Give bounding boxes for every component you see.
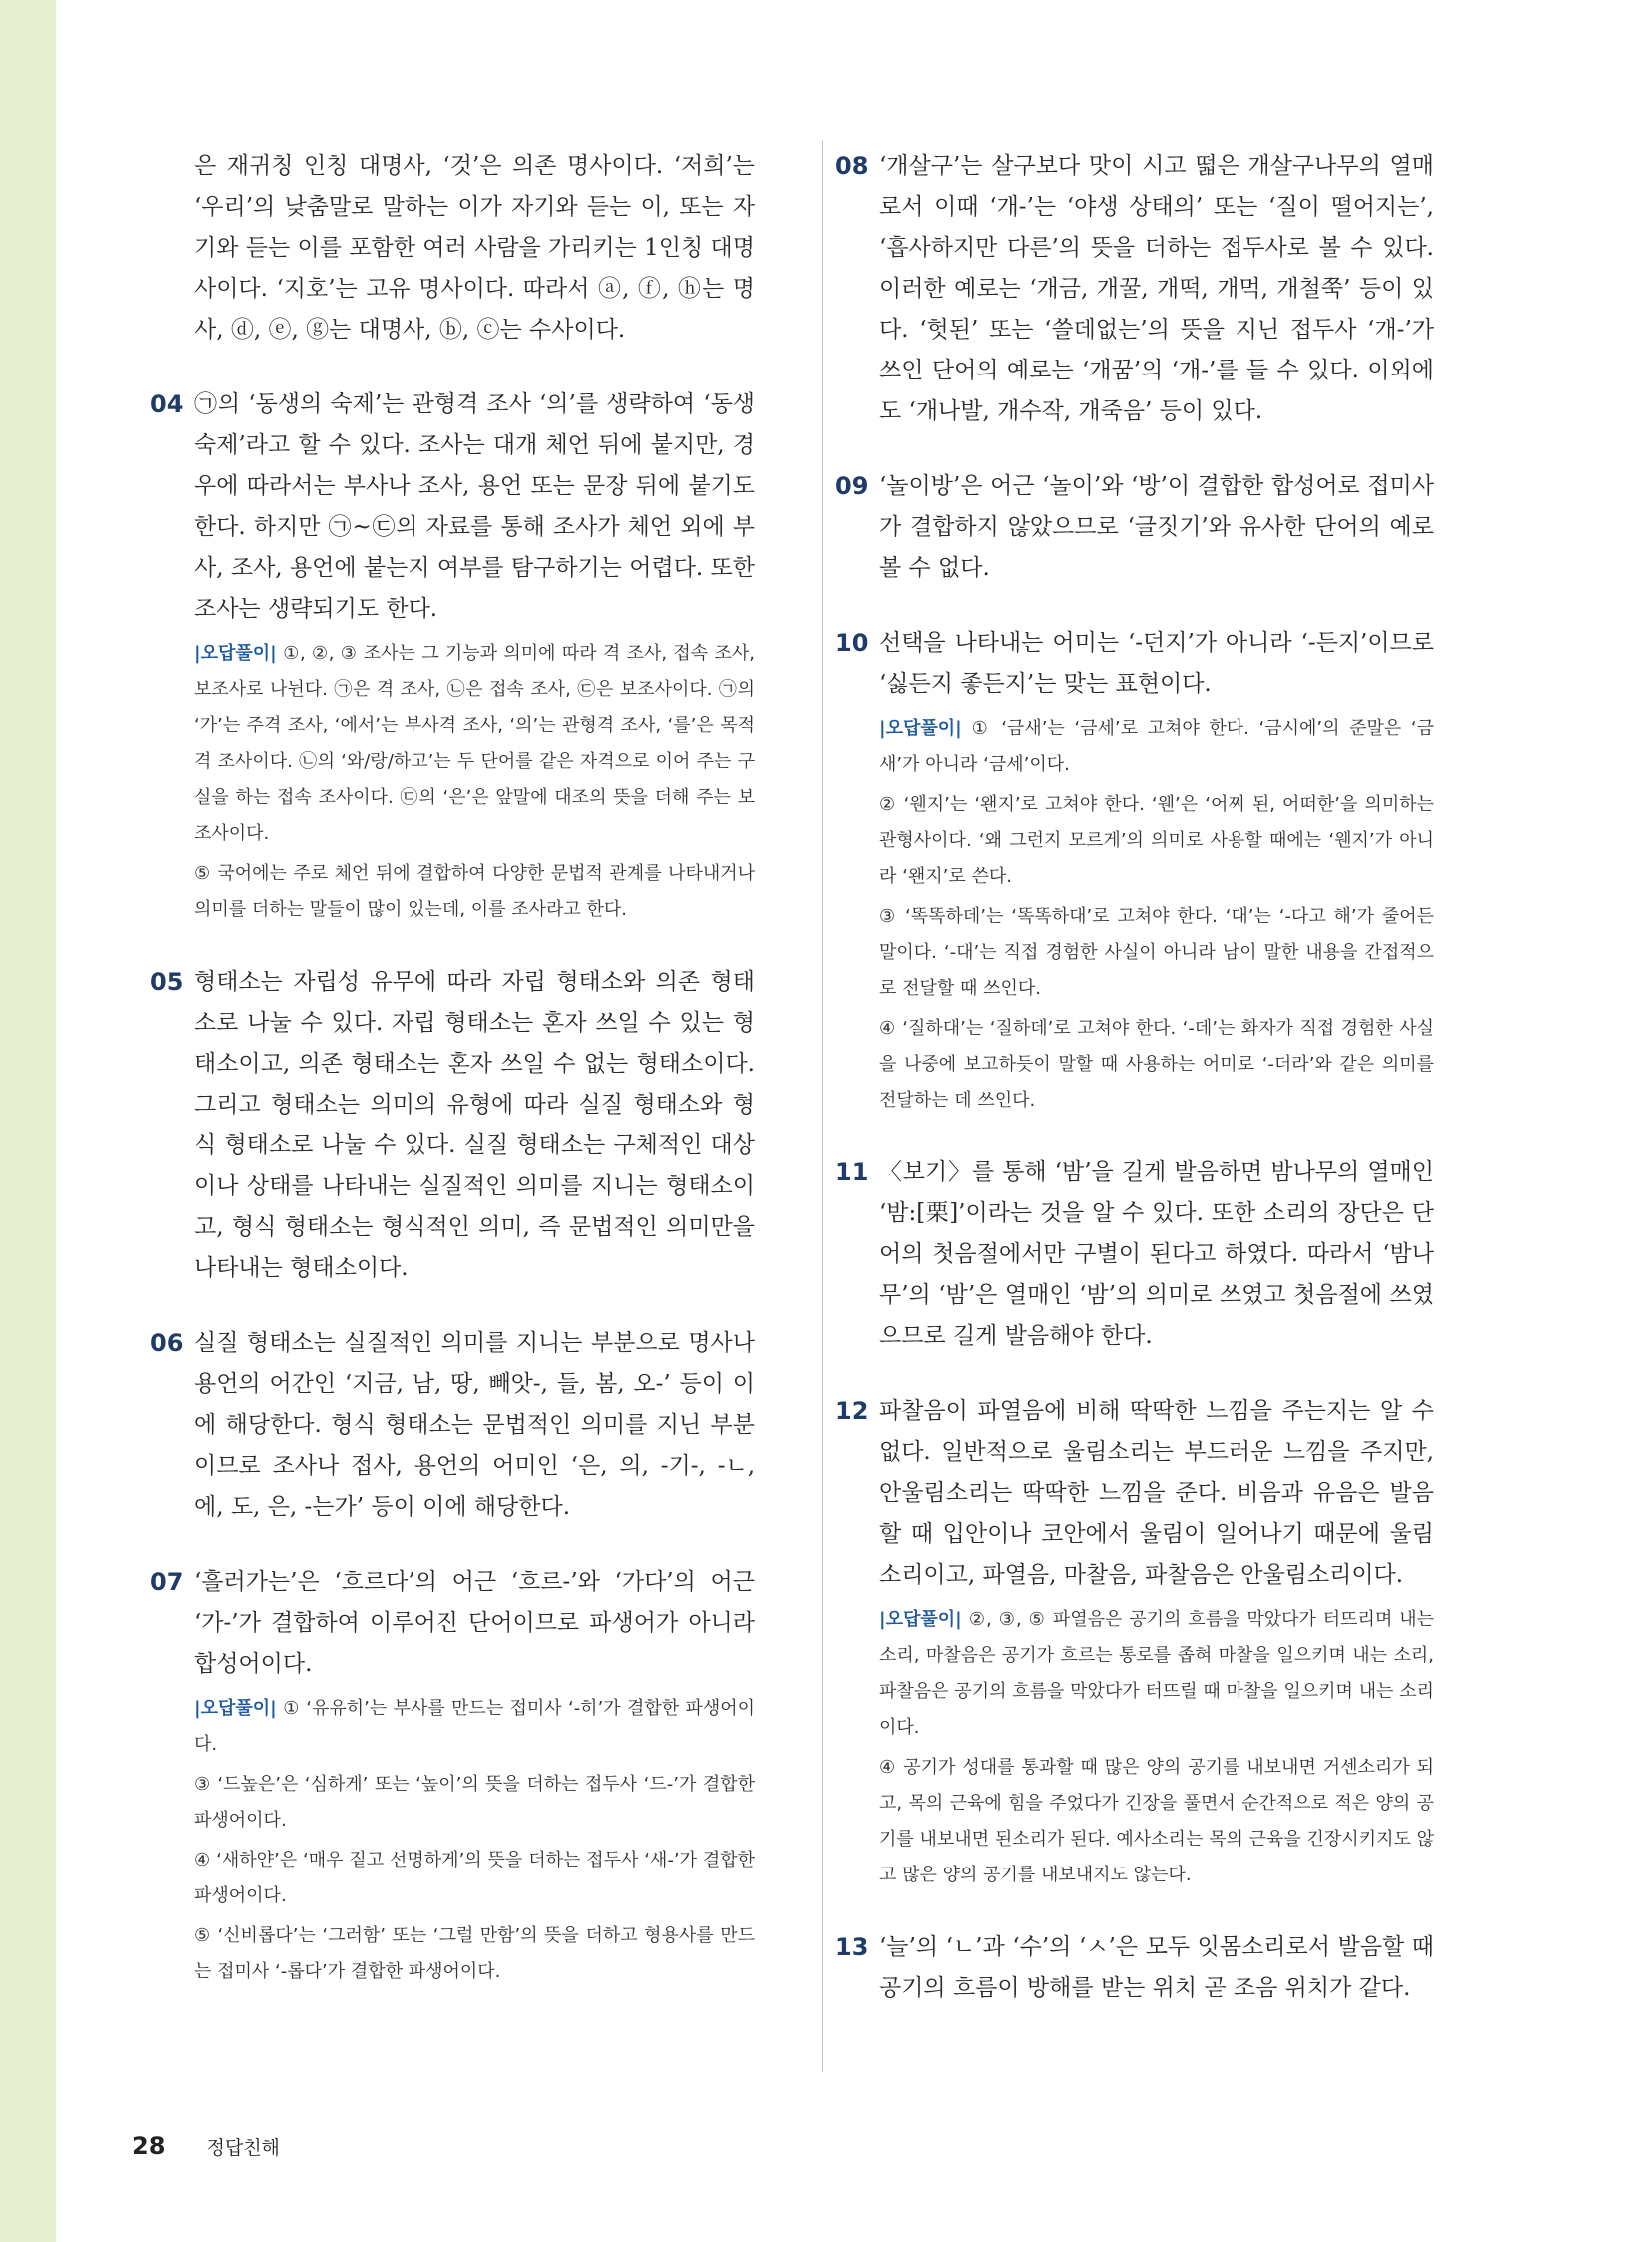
footer-title: 정답친해 [206, 2137, 280, 2159]
question-05 [150, 962, 755, 1289]
answer-text: 선택을 나타내는 어미는 ‘-던지’가 아니라 ‘-든지’이므로 ‘싫든지 좋든지’는 맞는 표현이다. [879, 630, 1434, 697]
question-13 [835, 1927, 1434, 2009]
answer-text: ㉠의 ‘동생의 숙제’는 관형격 조사 ‘의’를 생략하여 ‘동생 숙제’라고 할 수 있다. 조사는 대개 체언 뒤에 붙지만, 경우에 따라서는 부사나 조사, 용언 또는 문장 뒤에 붙기도 한다. 하지만 ㉠~㉢의 자료를 통해 조사가 체언 외에 부사, 조사, 용언에 붙는지 여부를 탐구하기는 어렵다. 또한 조사는 생략되기도 한다. [194, 391, 755, 622]
explanation-text: ④ ‘새하얀’은 ‘매우 짙고 선명하게’의 뜻을 더하는 접두사 ‘새-’가 결합한 파생어이다. [194, 1850, 755, 1906]
explanation-text: ⑤ 국어에는 주로 체언 뒤에 결합하여 다양한 문법적 관계를 나타내거나 의미를 더하는 말들이 많이 있는데, 이를 조사라고 한다. [194, 863, 755, 920]
page-number: 28 [132, 2132, 166, 2160]
question-09 [835, 466, 1434, 589]
wrong-answer-tag: |오답풀이| [879, 1609, 962, 1630]
question-number: 11 [835, 1158, 869, 1186]
question-number: 08 [835, 152, 869, 180]
question-number: 09 [835, 472, 869, 500]
explanation-text: ① ‘금새’는 ‘금세’로 고쳐야 한다. ‘금시에’의 준말은 ‘금새’가 아니라 ‘금세’이다. [879, 718, 1434, 775]
explanation-text: ④ ‘질하대’는 ‘질하데’로 고쳐야 한다. ‘-데’는 화자가 직접 경험한 사실을 나중에 보고하듯이 말할 때 사용하는 어미로 ‘-더라’와 같은 의미를 전달하는 데 쓰인다. [879, 1018, 1434, 1111]
answer-text: ‘흘러가는’은 ‘흐르다’의 어근 ‘흐르-’와 ‘가다’의 어근 ‘가-’가 결합하여 이루어진 단어이므로 파생어가 아니라 합성어이다. [194, 1569, 755, 1677]
answer-text: ‘개살구’는 살구보다 맛이 시고 떫은 개살구나무의 열매로서 이때 ‘개-’는 ‘야생 상태의’ 또는 ‘질이 떨어지는’, ‘흡사하지만 다른’의 뜻을 더하는 접두사로 볼 수 있다. 이러한 예로는 ‘개금, 개꿀, 개떡, 개먹, 개철쭉’ 등이 있다. ‘헛된’ 또는 ‘쓸데없는’의 뜻을 지닌 접두사 ‘개-’가 쓰인 단어의 예로는 ‘개꿈’의 ‘개-’를 들 수 있다. 이외에도 ‘개나발, 개수작, 개죽음’ 등이 있다. [879, 153, 1434, 424]
answer-text: ‘놀이방’은 어근 ‘놀이’와 ‘방’이 결합한 합성어로 접미사가 결합하지 않았으므로 ‘글짓기’와 유사한 단어의 예로 볼 수 없다. [879, 473, 1434, 581]
right-column [835, 146, 1434, 2043]
question-11 [835, 1152, 1434, 1357]
question-number: 06 [150, 1329, 184, 1357]
explanation-text: ② ‘웬지’는 ‘왠지’로 고쳐야 한다. ‘웬’은 ‘어찌 된, 어떠한’을 의미하는 관형사이다. ‘왜 그런지 모르게’의 의미로 사용할 때에는 ‘웬지’가 아니라 ‘왠지’로 쓴다. [879, 794, 1434, 887]
explanation-text: ④ 공기가 성대를 통과할 때 많은 양의 공기를 내보내면 거센소리가 되고, 목의 근육에 힘을 주었다가 긴장을 풀면서 순간적으로 적은 양의 공기를 내보내면 된소리가 된다. 예사소리는 목의 근육을 긴장시키지도 않고 많은 양의 공기를 내보내지도 않는다. [879, 1757, 1434, 1885]
explanation-text: ③ ‘드높은’은 ‘심하게’ 또는 ‘높이’의 뜻을 더하는 접두사 ‘드-’가 결합한 파생어이다. [194, 1774, 755, 1831]
side-color-band [0, 0, 56, 2242]
question-08 [835, 146, 1434, 432]
wrong-answer-tag: |오답풀이| [194, 643, 277, 664]
explanation-text: ①, ②, ③ 조사는 그 기능과 의미에 따라 격 조사, 접속 조사, 보조사로 나뉜다. ㉠은 격 조사, ㉡은 접속 조사, ㉢은 보조사이다. ㉠의 ‘가’는 주격 조사, ‘에서’는 부사격 조사, ‘의’는 관형격 조사, ‘를’은 목적격 조사이다. ㉡의 ‘와/랑/하고’는 두 단어를 같은 자격으로 이어 주는 구실을 하는 접속 조사이다. ㉢의 ‘은’은 앞말에 대조의 뜻을 더해 주는 보조사이다. [194, 643, 755, 844]
explanation-text: ②, ③, ⑤ 파열음은 공기의 흐름을 막았다가 터뜨리며 내는 소리, 마찰음은 공기가 흐르는 통로를 좁혀 마찰을 일으키며 내는 소리, 파찰음은 공기의 흐름을 막았다가 터뜨릴 때 마찰을 일으키며 내는 소리이다. [879, 1609, 1434, 1738]
wrong-answer-tag: |오답풀이| [879, 718, 962, 739]
question-12 [835, 1391, 1434, 1893]
wrong-answer-explanation [194, 1691, 755, 1990]
explanation-text: ① ‘유유히’는 부사를 만드는 접미사 ‘-히’가 결합한 파생어이다. [194, 1698, 755, 1755]
question-number: 04 [150, 390, 184, 418]
question-06 [150, 1323, 755, 1528]
explanation-text: ⑤ ‘신비롭다’는 ‘그러함’ 또는 ‘그럴 만함’의 뜻을 더하고 형용사를 만드는 접미사 ‘-롭다’가 결합한 파생어이다. [194, 1925, 755, 1982]
answer-text: 실질 형태소는 실질적인 의미를 지니는 부분으로 명사나 용언의 어간인 ‘지금, 남, 땅, 빼앗-, 들, 봄, 오-’ 등이 이에 해당한다. 형식 형태소는 문법적인 의미를 지닌 부분이므로 조사나 접사, 용언의 어미인 ‘은, 의, -기-, -ㄴ, 에, 도, 은, -는가’ 등이 이에 해당한다. [194, 1330, 755, 1520]
continuation-text: 은 재귀칭 인칭 대명사, ‘것’은 의존 명사이다. ‘저희’는 ‘우리’의 낮춤말로 말하는 이가 자기와 듣는 이, 또는 자기와 듣는 이를 포함한 여러 사람을 가리키는 1인칭 대명사이다. ‘지호’는 고유 명사이다. 따라서 ⓐ, ⓕ, ⓗ는 명사, ⓓ, ⓔ, ⓖ는 대명사, ⓑ, ⓒ는 수사이다. [194, 153, 755, 343]
question-number: 13 [835, 1933, 869, 1961]
wrong-answer-explanation [194, 636, 755, 928]
column-divider [822, 140, 823, 2072]
question-number: 12 [835, 1397, 869, 1425]
question-04 [150, 384, 755, 928]
question-number: 05 [150, 968, 184, 996]
wrong-answer-explanation [879, 711, 1434, 1119]
question-07 [150, 1562, 755, 1990]
explanation-text: ③ ‘똑똑하데’는 ‘똑똑하대’로 고쳐야 한다. ‘대’는 ‘-다고 해’가 줄어든 말이다. ‘-대’는 직접 경험한 사실이 아니라 남이 말한 내용을 간접적으로 전달할 때 쓰인다. [879, 906, 1434, 999]
answer-text: 형태소는 자립성 유무에 따라 자립 형태소와 의존 형태소로 나눌 수 있다. 자립 형태소는 혼자 쓰일 수 있는 형태소이고, 의존 형태소는 혼자 쓰일 수 없는 형태소이다. 그리고 형태소는 의미의 유형에 따라 실질 형태소와 형식 형태소로 나눌 수 있다. 실질 형태소는 구체적인 대상이나 상태를 나타내는 실질적인 의미를 지니는 형태소이고, 형식 형태소는 형식적인 의미, 즉 문법적인 의미만을 나타내는 형태소이다. [194, 969, 755, 1281]
answer-text: 파찰음이 파열음에 비해 딱딱한 느낌을 주는지는 알 수 없다. 일반적으로 울림소리는 부드러운 느낌을 주지만, 안울림소리는 딱딱한 느낌을 준다. 비음과 유음은 발음할 때 입안이나 코안에서 울림이 일어나기 때문에 울림소리이고, 파열음, 마찰음, 파찰음은 안울림소리이다. [879, 1398, 1434, 1588]
question-number: 10 [835, 629, 869, 657]
question-10 [835, 623, 1434, 1119]
answer-text: ‘늘’의 ‘ㄴ’과 ‘수’의 ‘ㅅ’은 모두 잇몸소리로서 발음할 때 공기의 흐름이 방해를 받는 위치 곧 조음 위치가 같다. [879, 1934, 1434, 2001]
wrong-answer-explanation [879, 1602, 1434, 1893]
question-number: 07 [150, 1568, 184, 1596]
wrong-answer-tag: |오답풀이| [194, 1698, 277, 1719]
answer-text: 〈보기〉를 통해 ‘밤’을 길게 발음하면 밤나무의 열매인 ‘밤:[栗]’이라는 것을 알 수 있다. 또한 소리의 장단은 단어의 첫음절에서만 구별이 된다고 하였다. 따라서 ‘밤나무’의 ‘밤’은 열매인 ‘밤’의 의미로 쓰였고 첫음절에 쓰였으므로 길게 발음해야 한다. [879, 1159, 1434, 1349]
left-column [150, 146, 755, 2024]
page-footer [132, 2132, 280, 2160]
